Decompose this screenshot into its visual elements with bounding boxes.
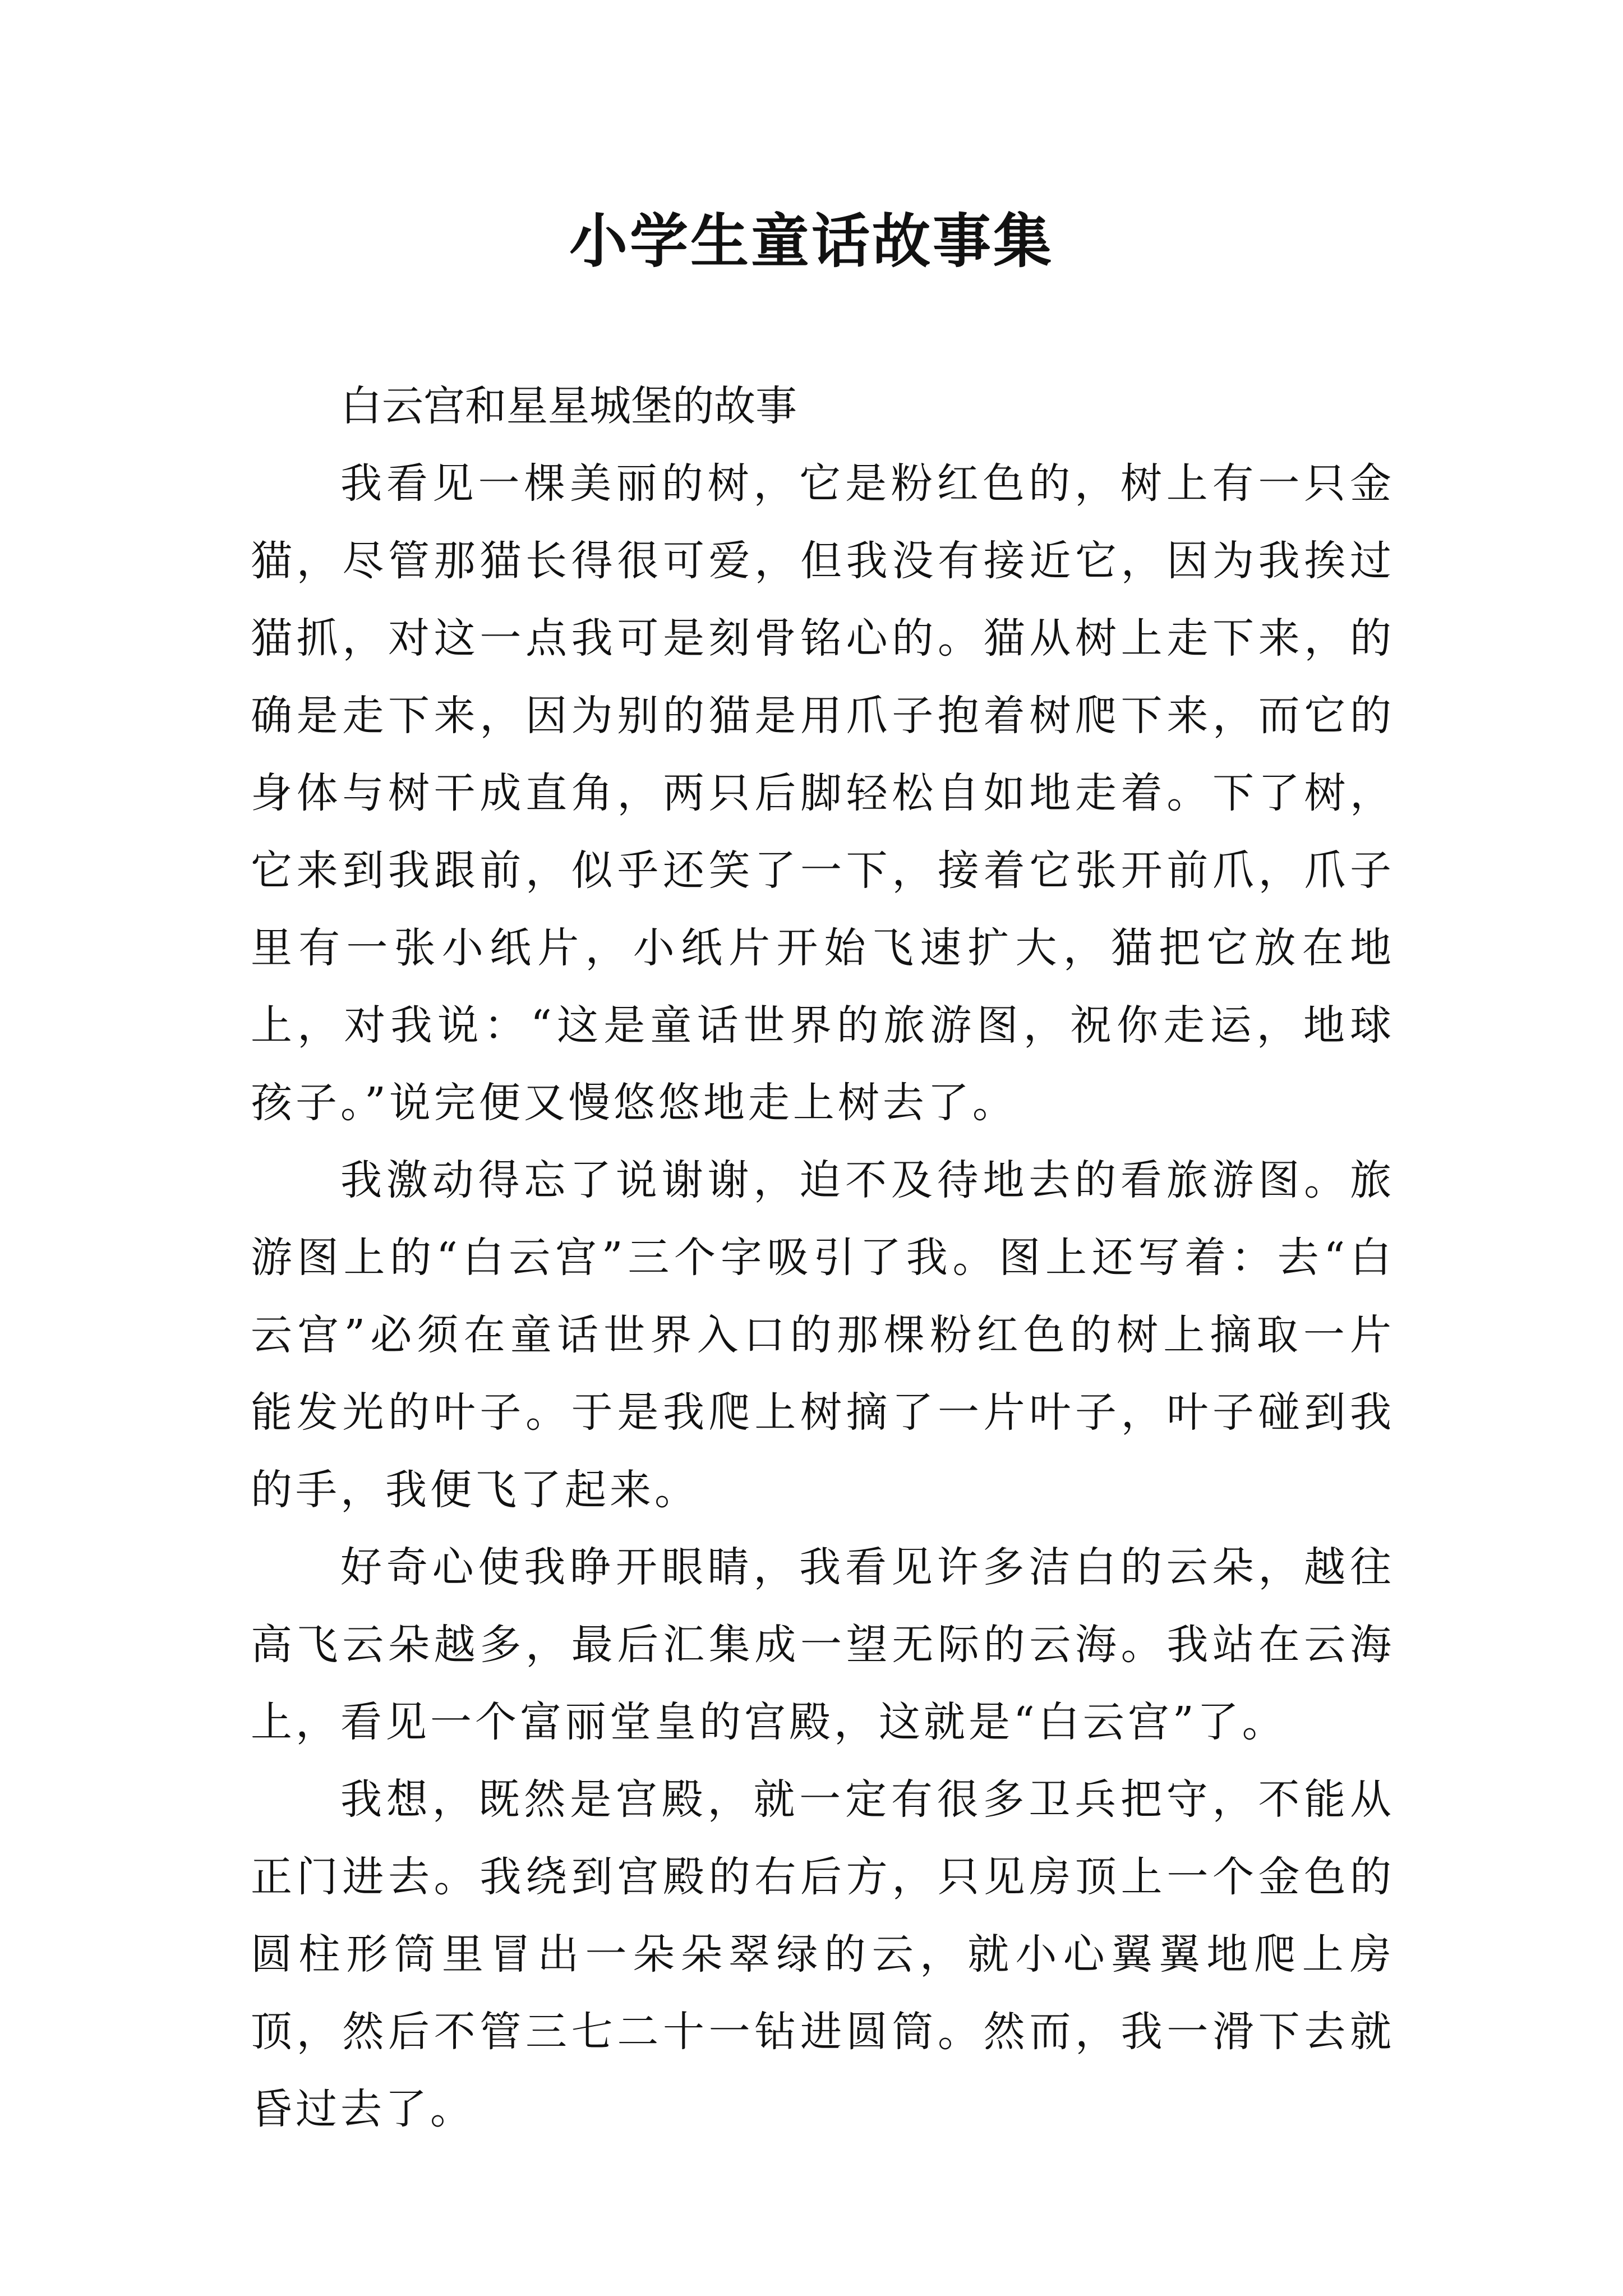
story-title: 白云宫和星星城堡的故事 [340,382,797,430]
document-title: 小学生童话故事集 [569,206,1054,275]
paragraph: 我看见一棵美丽的树，它是粉红色的，树上有一只金猫，尽管那猫长得很可爱，但我没有接近它，因为我挨过猫抓，对这一点我可是刻骨铭心的。猫从树上走下来，的确是走下来，因为别的猫是用爪子抱着树爬下来，而它的身体与树干成直角，两只后脚轻松自如地走着。下了树，它来到我跟前，似乎还笑了一下，接着它张开前爪，爪子里有一张小纸片，小纸片开始飞速扩大，猫把它放在地上，对我说：“这是童话世界的旅游图，祝你走运，地球孩子。”说完便又慢悠悠地走上树去了。 [251,459,1395,1127]
paragraph: 我想，既然是宫殿，就一定有很多卫兵把守，不能从正门进去。我绕到宫殿的右后方，只见房顶上一个金色的圆柱形筒里冒出一朵朵翠绿的云，就小心翼翼地爬上房顶，然后不管三七二十一钻进圆筒。然而，我一滑下去就昏过去了。 [251,1775,1395,2133]
document-body [251,367,1395,2148]
paragraph: 我激动得忘了说谢谢，迫不及待地去的看旅游图。旅游图上的“白云宫”三个字吸引了我。图上还写着：去“白云宫”必须在童话世界入口的那棵粉红色的树上摘取一片能发光的叶子。于是我爬上树摘了一片叶子，叶子碰到我的手，我便飞了起来。 [251,1156,1395,1514]
paragraph: 好奇心使我睁开眼睛，我看见许多洁白的云朵，越往高飞云朵越多，最后汇集成一望无际的云海。我站在云海上，看见一个富丽堂皇的宫殿，这就是“白云宫”了。 [251,1543,1395,1746]
